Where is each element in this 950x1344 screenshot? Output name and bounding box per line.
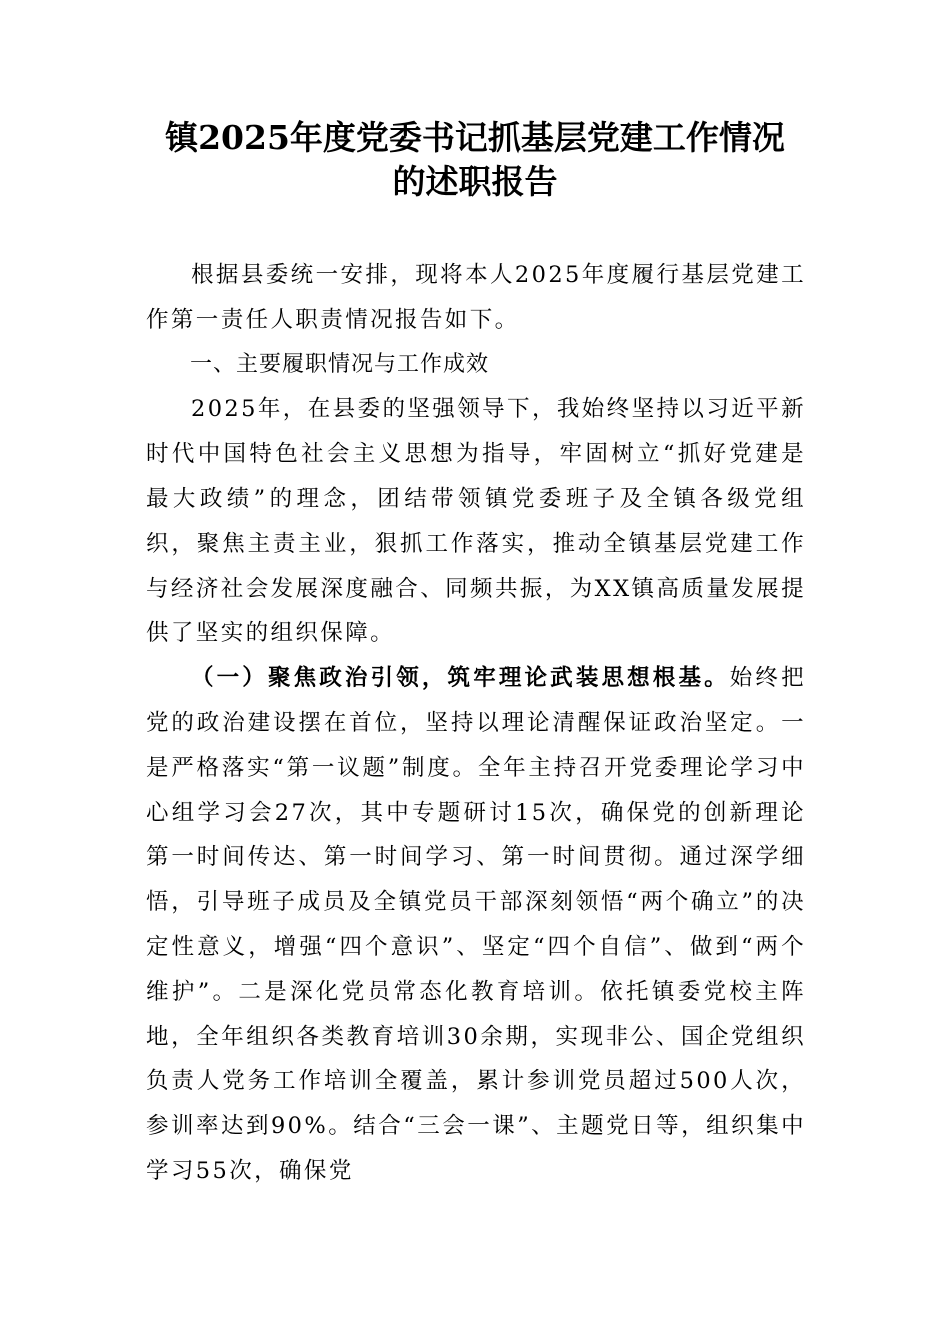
subsection-1-text: 始终把党的政治建设摆在首位，坚持以理论清醒保证政治坚定。一是严格落实“第一议题”制度。全年主持召开党委理论学习中心组学习会27次，其中专题研讨15次，确保党的创新理论第一时间传达、第一时间学习、第一时间贯彻。通过深学细悟，引导班子成员及全镇党员干部深刻领悟“两个确立”的决定性意义，增强“四个意识”、坚定“四个自信”、做到“两个维护”。二是深化党员常态化教育培训。依托镇委党校主阵地，全年组织各类教育培训30余期，实现非公、国企党组织负责人党务工作培训全覆盖，累计参训党员超过500人次，参训率达到90%。结合“三会一课”、主题党日等，组织集中学习55次，确保党 [146,665,806,1184]
document-title-line-1: 镇2025年度党委书记抓基层党建工作情况 [165,118,785,157]
section-1-heading: 一、主要履职情况与工作成效 [190,351,490,377]
section-1-paragraph: 2025年，在县委的坚强领导下，我始终坚持以习近平新时代中国特色社会主义思想为指导，牢固树立“抓好党建是最大政绩”的理念，团结带领镇党委班子及全镇各级党组织，聚焦主责主业，狠抓工作落实，推动全镇基层党建工作与经济社会发展深度融合、同频共振，为XX镇高质量发展提供了坚实的组织保障。 [146,396,806,647]
subsection-1-heading: （一）聚焦政治引领，筑牢理论武装思想根基。 [191,665,730,692]
document-title-line-2: 的述职报告 [392,162,558,201]
intro-paragraph: 根据县委统一安排，现将本人2025年度履行基层党建工作第一责任人职责情况报告如下。 [146,262,806,333]
document-body [146,253,806,1194]
subsection-1-paragraph [146,656,806,1194]
